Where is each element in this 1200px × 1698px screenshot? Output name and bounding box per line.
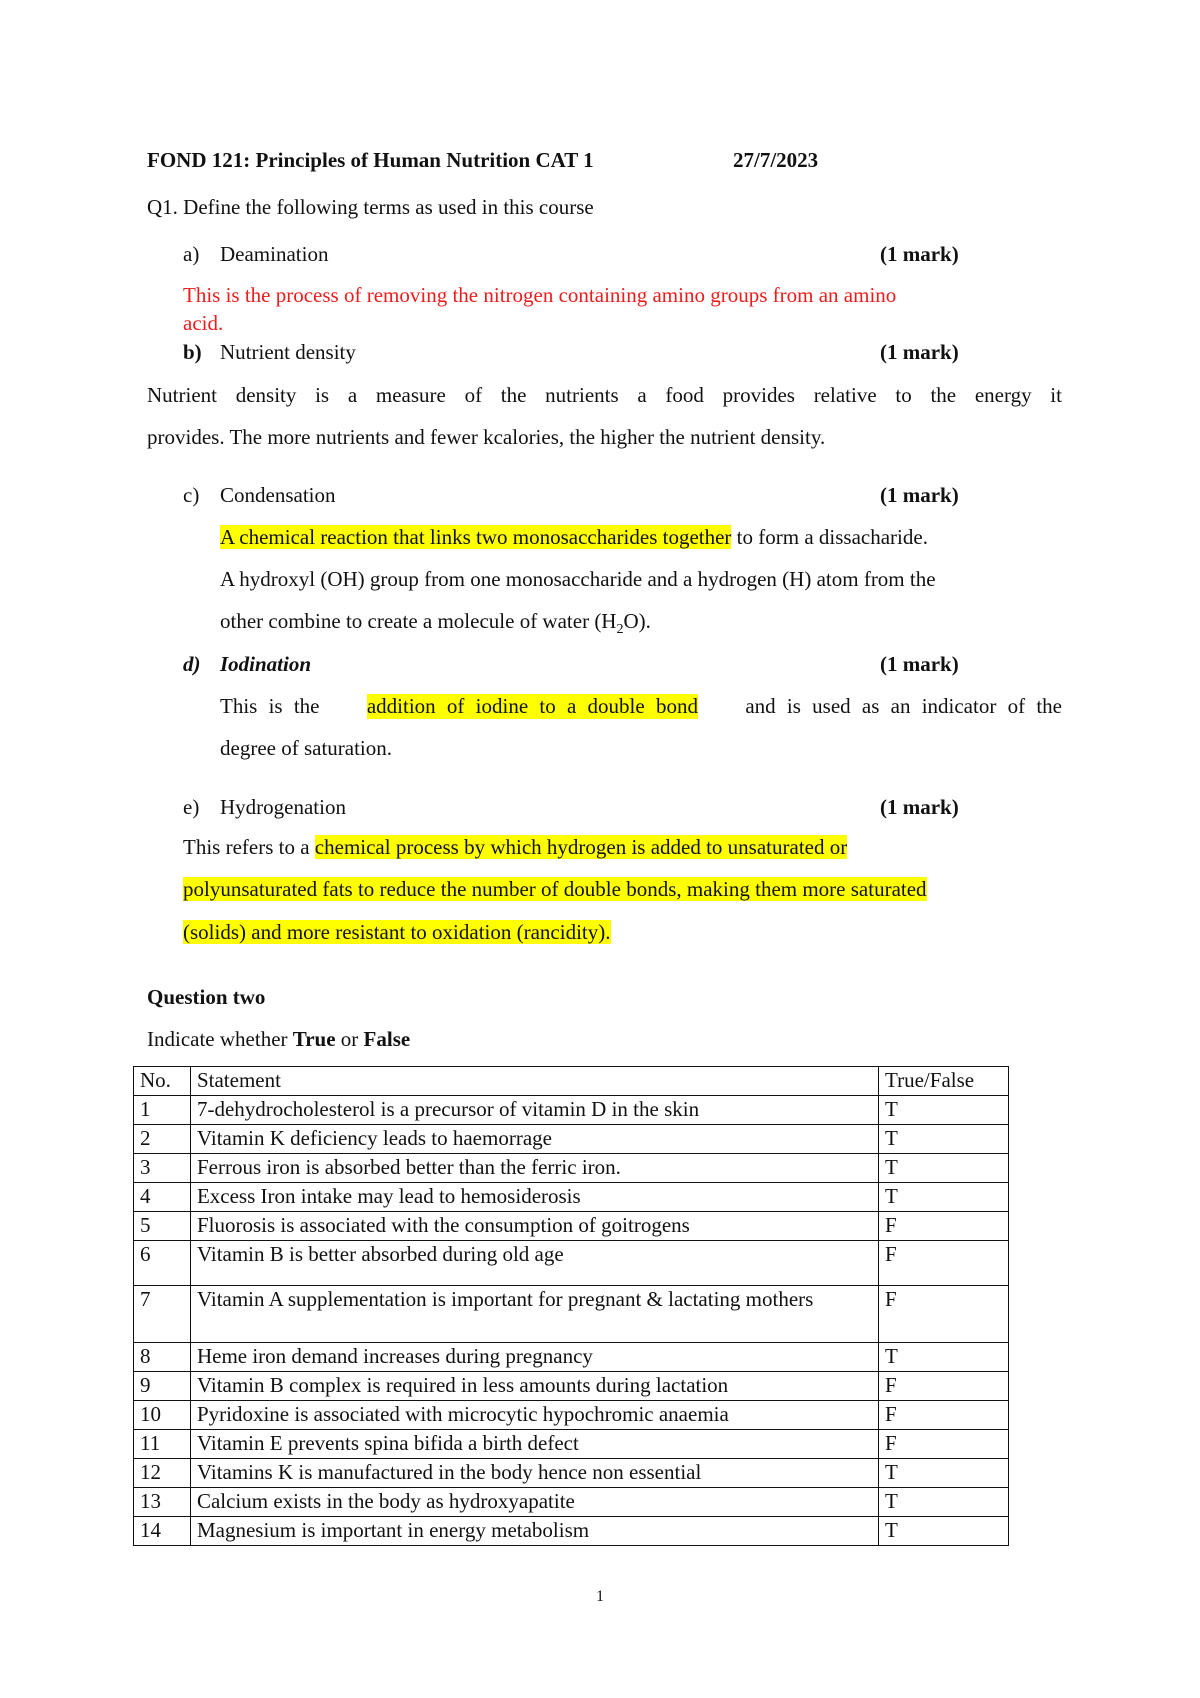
word: measure bbox=[375, 383, 446, 407]
row-number: 7 bbox=[134, 1286, 191, 1343]
row-statement: Vitamin B complex is required in less amounts during lactation bbox=[190, 1372, 878, 1401]
q1b-marks: (1 mark) bbox=[880, 340, 959, 364]
q2-instruction bbox=[147, 1027, 410, 1052]
table-row bbox=[134, 1096, 1009, 1125]
q1c-answer-line1 bbox=[220, 525, 928, 550]
true-false-table bbox=[133, 1066, 1009, 1546]
q1c-answer-line2: A hydroxyl (OH) group from one monosaccharide and a hydrogen (H) atom from the bbox=[220, 567, 936, 591]
text: This refers to a bbox=[183, 835, 315, 859]
row-number: 6 bbox=[134, 1241, 191, 1286]
word: food bbox=[665, 383, 704, 407]
table-row bbox=[134, 1372, 1009, 1401]
table-row bbox=[134, 1125, 1009, 1154]
row-answer: T bbox=[879, 1517, 1009, 1546]
row-number: 1 bbox=[134, 1096, 191, 1125]
text: O). bbox=[623, 609, 651, 633]
table-row bbox=[134, 1488, 1009, 1517]
q1c-letter: c) bbox=[183, 483, 200, 507]
word: the bbox=[930, 383, 957, 407]
row-statement: Calcium exists in the body as hydroxyapatite bbox=[190, 1488, 878, 1517]
word: energy bbox=[974, 383, 1032, 407]
q1d-term: Iodination bbox=[220, 652, 312, 676]
page-number: 1 bbox=[596, 1588, 604, 1605]
row-answer: T bbox=[879, 1459, 1009, 1488]
q1a-letter: a) bbox=[183, 242, 200, 266]
q1a-marks: (1 mark) bbox=[880, 242, 959, 266]
row-number: 2 bbox=[134, 1125, 191, 1154]
table-row bbox=[134, 1401, 1009, 1430]
row-number: 10 bbox=[134, 1401, 191, 1430]
row-answer: F bbox=[879, 1212, 1009, 1241]
highlight: polyunsaturated fats to reduce the number of double bonds, making them more saturated bbox=[183, 877, 927, 901]
q1d-answer-line1 bbox=[220, 694, 1062, 719]
row-statement: Heme iron demand increases during pregnancy bbox=[190, 1343, 878, 1372]
subscript: 2 bbox=[616, 622, 624, 638]
q1a-answer-line1: This is the process of removing the nitrogen containing amino groups from an amino bbox=[183, 283, 897, 307]
row-statement: Vitamin A supplementation is important for pregnant & lactating mothers bbox=[190, 1286, 878, 1343]
row-number: 3 bbox=[134, 1154, 191, 1183]
table-header-row bbox=[134, 1067, 1009, 1096]
row-number: 14 bbox=[134, 1517, 191, 1546]
text: True bbox=[292, 1027, 336, 1051]
word: is bbox=[315, 383, 330, 407]
row-answer: F bbox=[879, 1286, 1009, 1343]
q1c-answer-line3 bbox=[220, 609, 651, 638]
q1a-term: Deamination bbox=[220, 242, 329, 266]
word: relative bbox=[813, 383, 877, 407]
table-row bbox=[134, 1286, 1009, 1343]
q1b-answer-line2: provides. The more nutrients and fewer kcalories, the higher the nutrient density. bbox=[147, 425, 826, 449]
row-answer: T bbox=[879, 1488, 1009, 1517]
word: Nutrient bbox=[147, 383, 217, 407]
document-date: 27/7/2023 bbox=[733, 148, 819, 172]
row-statement: Vitamins K is manufactured in the body hence non essential bbox=[190, 1459, 878, 1488]
word: nutrients bbox=[545, 383, 619, 407]
q1e-marks: (1 mark) bbox=[880, 795, 959, 819]
word: to bbox=[895, 383, 912, 407]
row-number: 4 bbox=[134, 1183, 191, 1212]
word: provides bbox=[722, 383, 795, 407]
row-answer: F bbox=[879, 1401, 1009, 1430]
q1e-term: Hydrogenation bbox=[220, 795, 346, 819]
q1a-answer-line2: acid. bbox=[183, 311, 224, 335]
row-statement: Pyridoxine is associated with microcytic hypochromic anaemia bbox=[190, 1401, 878, 1430]
row-number: 12 bbox=[134, 1459, 191, 1488]
table-row bbox=[134, 1430, 1009, 1459]
q1-prompt: Q1. Define the following terms as used in this course bbox=[147, 195, 594, 219]
row-number: 9 bbox=[134, 1372, 191, 1401]
q1e-answer-line1 bbox=[183, 835, 847, 860]
q1c-marks: (1 mark) bbox=[880, 483, 959, 507]
row-statement: Magnesium is important in energy metabolism bbox=[190, 1517, 878, 1546]
q1b-term: Nutrient density bbox=[220, 340, 356, 364]
q1b-letter: b) bbox=[183, 340, 202, 364]
word: a bbox=[637, 383, 647, 407]
word: the bbox=[500, 383, 527, 407]
row-number: 5 bbox=[134, 1212, 191, 1241]
table-row bbox=[134, 1183, 1009, 1212]
table-row bbox=[134, 1212, 1009, 1241]
text: to form a dissacharide. bbox=[731, 525, 928, 549]
highlight: addition of iodine to a double bond bbox=[366, 694, 698, 718]
row-statement: Ferrous iron is absorbed better than the ferric iron. bbox=[190, 1154, 878, 1183]
q1c-term: Condensation bbox=[220, 483, 336, 507]
word: of bbox=[464, 383, 483, 407]
word: it bbox=[1050, 383, 1062, 407]
text: False bbox=[363, 1027, 411, 1051]
row-answer: T bbox=[879, 1154, 1009, 1183]
table-row bbox=[134, 1241, 1009, 1286]
q1e-answer-line3 bbox=[183, 920, 611, 945]
row-answer: F bbox=[879, 1372, 1009, 1401]
row-answer: T bbox=[879, 1125, 1009, 1154]
table-row bbox=[134, 1517, 1009, 1546]
row-statement: Vitamin B is better absorbed during old age bbox=[190, 1241, 878, 1286]
text: Indicate whether bbox=[147, 1027, 293, 1051]
highlight: chemical process by which hydrogen is added to unsaturated or bbox=[314, 835, 848, 859]
column-header-true-false: True/False bbox=[879, 1067, 1009, 1096]
text: This is the bbox=[220, 694, 320, 718]
table-row bbox=[134, 1343, 1009, 1372]
row-answer: F bbox=[879, 1430, 1009, 1459]
word: density bbox=[235, 383, 297, 407]
highlight: (solids) and more resistant to oxidation (rancidity). bbox=[183, 920, 611, 944]
row-answer: T bbox=[879, 1096, 1009, 1125]
row-number: 11 bbox=[134, 1430, 191, 1459]
column-header-statement: Statement bbox=[190, 1067, 878, 1096]
document-title: FOND 121: Principles of Human Nutrition CAT 1 bbox=[147, 148, 594, 172]
text: and is used as an indicator of the bbox=[745, 694, 1062, 718]
row-number: 13 bbox=[134, 1488, 191, 1517]
q1e-answer-line2 bbox=[183, 877, 927, 902]
q1d-answer-line2: degree of saturation. bbox=[220, 736, 393, 760]
table-row bbox=[134, 1459, 1009, 1488]
row-statement: 7-dehydrocholesterol is a precursor of vitamin D in the skin bbox=[190, 1096, 878, 1125]
row-statement: Vitamin E prevents spina bifida a birth defect bbox=[190, 1430, 878, 1459]
q2-heading: Question two bbox=[147, 985, 266, 1009]
row-statement: Fluorosis is associated with the consumption of goitrogens bbox=[190, 1212, 878, 1241]
q1b-answer-line1 bbox=[147, 383, 1062, 408]
column-header-no: No. bbox=[134, 1067, 191, 1096]
text: or bbox=[335, 1027, 364, 1051]
q1e-letter: e) bbox=[183, 795, 200, 819]
q1d-letter: d) bbox=[183, 652, 201, 676]
row-answer: T bbox=[879, 1343, 1009, 1372]
word: a bbox=[347, 383, 358, 407]
row-answer: T bbox=[879, 1183, 1009, 1212]
q1d-marks: (1 mark) bbox=[880, 652, 959, 676]
row-number: 8 bbox=[134, 1343, 191, 1372]
row-statement: Excess Iron intake may lead to hemosiderosis bbox=[190, 1183, 878, 1212]
highlight: A chemical reaction that links two monosaccharides together bbox=[220, 525, 732, 549]
text: other combine to create a molecule of water (H bbox=[220, 609, 617, 633]
table-row bbox=[134, 1154, 1009, 1183]
row-statement: Vitamin K deficiency leads to haemorrage bbox=[190, 1125, 878, 1154]
row-answer: F bbox=[879, 1241, 1009, 1286]
